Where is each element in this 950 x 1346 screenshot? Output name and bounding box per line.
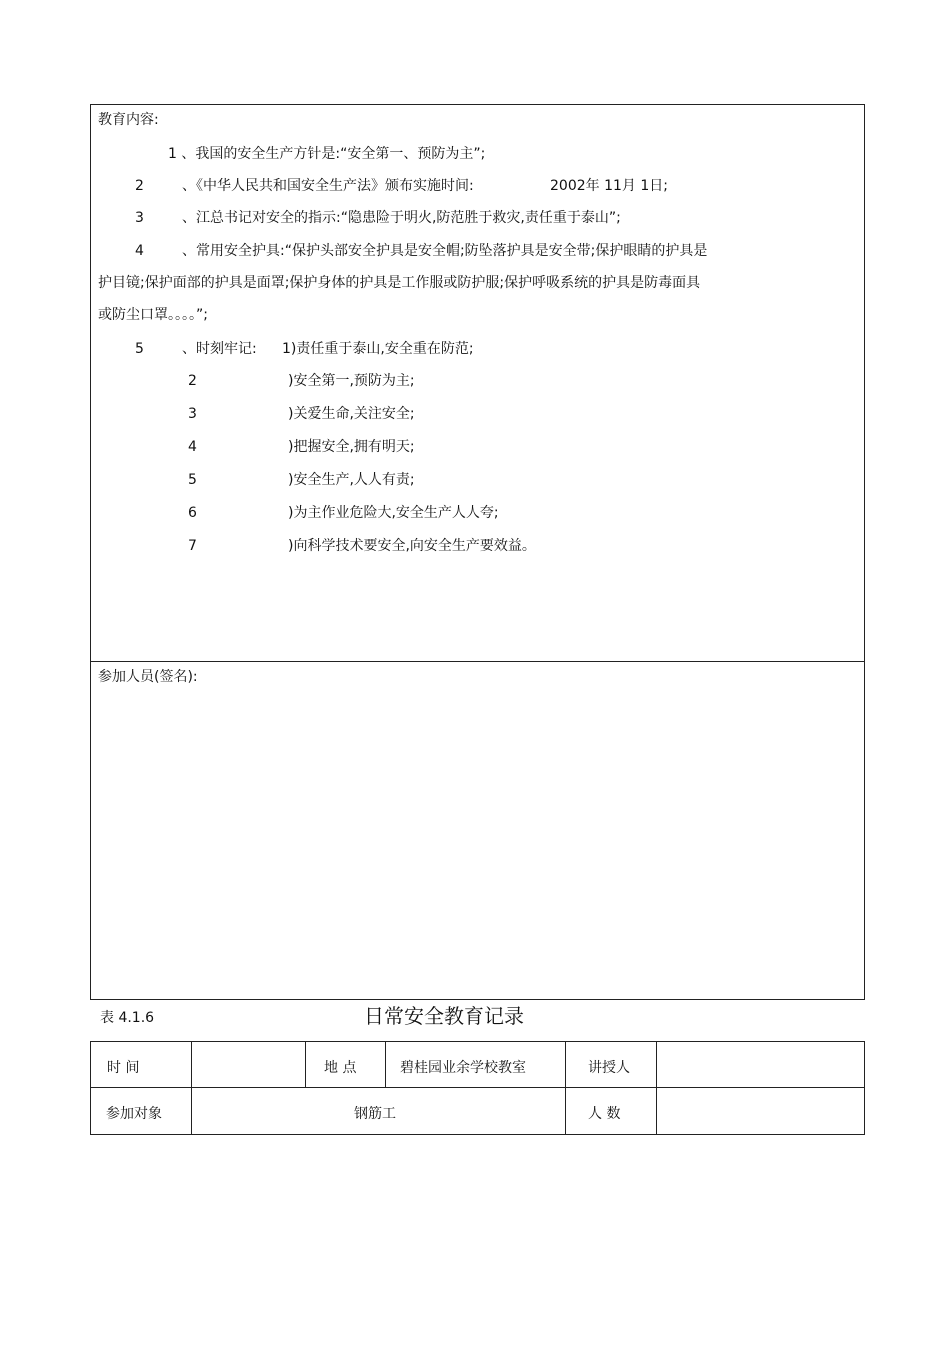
content-item-3-text: 、江总书记对安全的指示:“隐患险于明火,防范胜于救灾,责任重于泰山”; bbox=[182, 210, 621, 226]
content-item-5-text: 、时刻牢记: bbox=[182, 341, 257, 357]
sub-item-number: 5 bbox=[188, 472, 197, 488]
sub-item-text: )关爱生命,关注安全; bbox=[288, 406, 415, 422]
sub-item-text: )安全生产,人人有责; bbox=[288, 472, 415, 488]
lecturer-label: 讲授人 bbox=[588, 1060, 630, 1076]
content-item-3-number: 3 bbox=[135, 210, 144, 226]
content-item-4-number: 4 bbox=[135, 243, 144, 259]
info-table-col-divider bbox=[656, 1041, 657, 1135]
content-item-4-line-3: 或防尘口罩。。。。”; bbox=[98, 307, 208, 323]
content-item-5-number: 5 bbox=[135, 341, 144, 357]
table-number: 表 4.1.6 bbox=[100, 1010, 155, 1026]
content-item-5-first: 1)责任重于泰山,安全重在防范; bbox=[282, 341, 474, 357]
info-table-col-divider bbox=[385, 1041, 386, 1087]
info-table-col-divider bbox=[565, 1041, 566, 1135]
sub-item-text: )为主作业危险大,安全生产人人夸; bbox=[288, 505, 499, 521]
sub-item-number: 4 bbox=[188, 439, 197, 455]
sub-item-number: 2 bbox=[188, 373, 197, 389]
info-table-col-divider bbox=[191, 1041, 192, 1135]
time-label: 时 间 bbox=[107, 1060, 140, 1076]
sub-item-number: 7 bbox=[188, 538, 197, 554]
participants-label: 参加人员(签名): bbox=[98, 669, 198, 685]
section-divider bbox=[90, 661, 865, 662]
content-item-2-text: 、《中华人民共和国安全生产法》颁布实施时间: bbox=[182, 178, 474, 194]
audience-value[interactable]: 钢筋工 bbox=[354, 1106, 396, 1122]
place-label: 地 点 bbox=[324, 1060, 357, 1076]
audience-label: 参加对象 bbox=[106, 1106, 162, 1122]
content-label: 教育内容: bbox=[98, 112, 159, 128]
sub-item-text: )把握安全,拥有明天; bbox=[288, 439, 415, 455]
info-table-row-divider bbox=[90, 1087, 865, 1088]
sub-item-text: )安全第一,预防为主; bbox=[288, 373, 415, 389]
content-item-2-date: 2002年 11月 1日; bbox=[550, 178, 668, 194]
count-label: 人 数 bbox=[588, 1106, 621, 1122]
info-table-col-divider bbox=[305, 1041, 306, 1087]
info-table bbox=[90, 1041, 865, 1135]
place-value[interactable]: 碧桂园业余学校教室 bbox=[400, 1060, 526, 1076]
content-item-1: 1 、我国的安全生产方针是:“安全第一、预防为主”; bbox=[168, 146, 486, 162]
content-item-4-line-1: 、常用安全护具:“保护头部安全护具是安全帽;防坠落护具是安全带;保护眼睛的护具是 bbox=[182, 243, 708, 259]
sub-item-text: )向科学技术要安全,向安全生产要效益。 bbox=[288, 538, 536, 554]
content-item-2-number: 2 bbox=[135, 178, 144, 194]
content-item-4-line-2: 护目镜;保护面部的护具是面罩;保护身体的护具是工作服或防护服;保护呼吸系统的护具是防毒面具 bbox=[98, 275, 701, 291]
sub-item-number: 6 bbox=[188, 505, 197, 521]
form-title: 日常安全教育记录 bbox=[364, 1004, 524, 1028]
sub-item-number: 3 bbox=[188, 406, 197, 422]
